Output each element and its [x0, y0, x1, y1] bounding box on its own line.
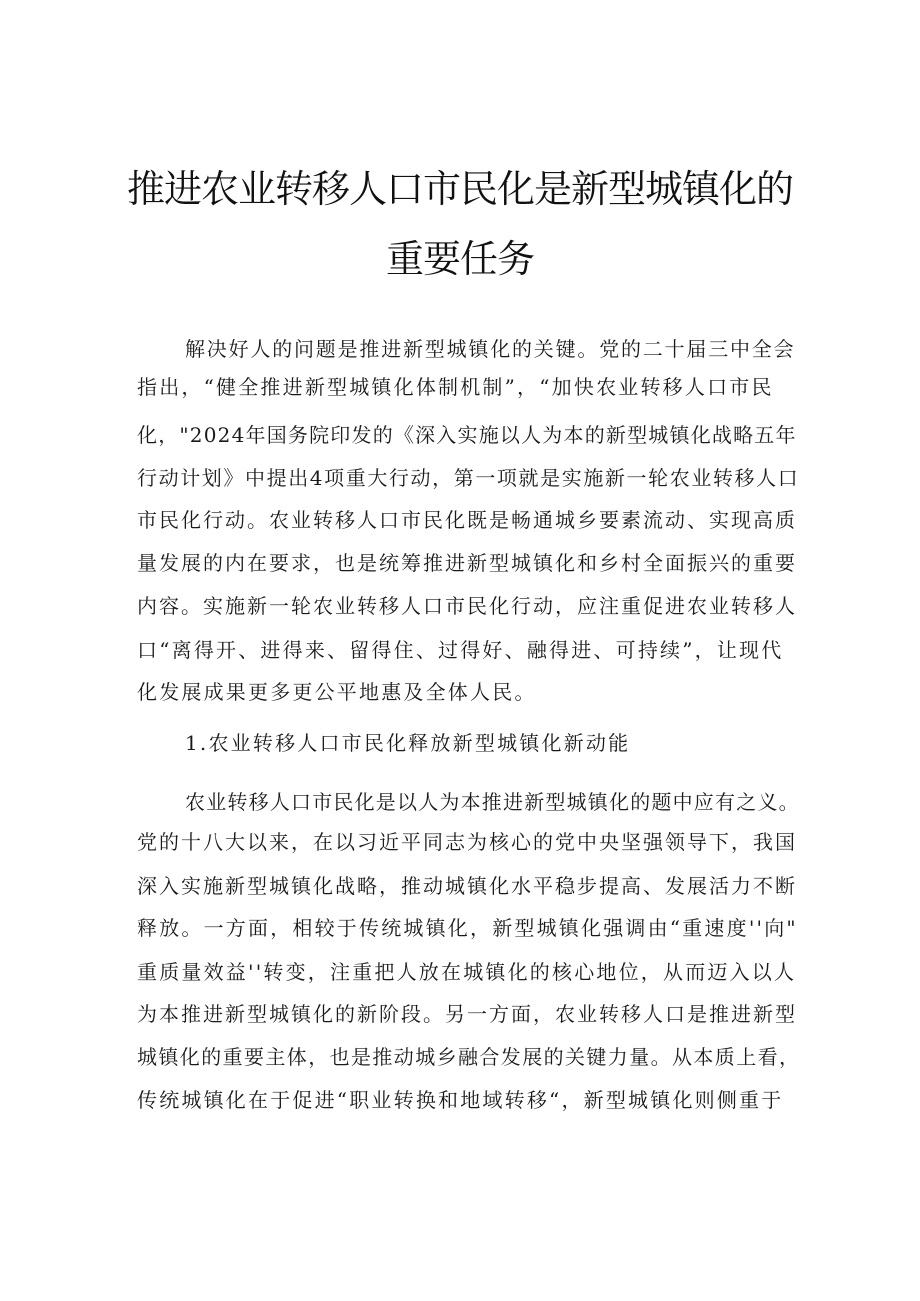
paragraph-line: 量发展的内在要求，也是统筹推进新型城镇化和乡村全面振兴的重要 — [137, 551, 797, 575]
paragraph-line: 解决好人的问题是推进新型城镇化的关键。党的二十届三中全会 — [185, 337, 796, 361]
section-heading: 1.农业转移人口市民化释放新型城镇化新动能 — [185, 731, 631, 755]
paragraph-line: 农业转移人口市民化是以人为本推进新型城镇化的题中应有之义。 — [185, 790, 800, 814]
paragraph-line: 城镇化的重要主体，也是推动城乡融合发展的关键力量。从本质上看， — [137, 1045, 801, 1069]
document-title-line-2: 重要任务 — [385, 237, 534, 281]
paragraph-line: 为本推进新型城镇化的新阶段。另一方面，农业转移人口是推进新型 — [137, 1002, 797, 1026]
paragraph-line: 指出，“健全推进新型城镇化体制机制”，“加快农业转移人口市民 — [137, 375, 774, 399]
paragraph-line: 深入实施新型城镇化战略，推动城镇化水平稳步提高、发展活力不断 — [137, 874, 797, 898]
paragraph-line: 释放。一方面，相较于传统城镇化，新型城镇化强调由“重速度''向" — [137, 916, 798, 940]
document-title-line-1: 推进农业转移人口市民化是新型城镇化的 — [126, 167, 793, 211]
paragraph-line: 行动计划》中提出4项重大行动，第一项就是实施新一轮农业转移人口 — [137, 466, 800, 490]
paragraph-line: 党的十八大以来，在以习近平同志为核心的党中央坚强领导下，我国 — [137, 830, 797, 854]
paragraph-line: 市民化行动。农业转移人口市民化既是畅通城乡要素流动、实现高质 — [137, 508, 797, 532]
paragraph-line: 重质量效益''转变，注重把人放在城镇化的核心地位，从而迈入以人 — [137, 960, 797, 984]
paragraph-line: 传统城镇化在于促进“职业转换和地域转移“，新型城镇化则侧重于 — [137, 1088, 784, 1112]
paragraph-line: 内容。实施新一轮农业转移人口市民化行动，应注重促进农业转移人 — [137, 594, 797, 618]
paragraph-line: 口“离得开、进得来、留得住、过得好、融得进、可持续”，让现代 — [137, 638, 784, 662]
paragraph-line: 化发展成果更多更公平地惠及全体人民。 — [137, 680, 537, 704]
paragraph-line: 化，"2024年国务院印发的《深入实施以人为本的新型城镇化战略五年 — [137, 423, 797, 447]
